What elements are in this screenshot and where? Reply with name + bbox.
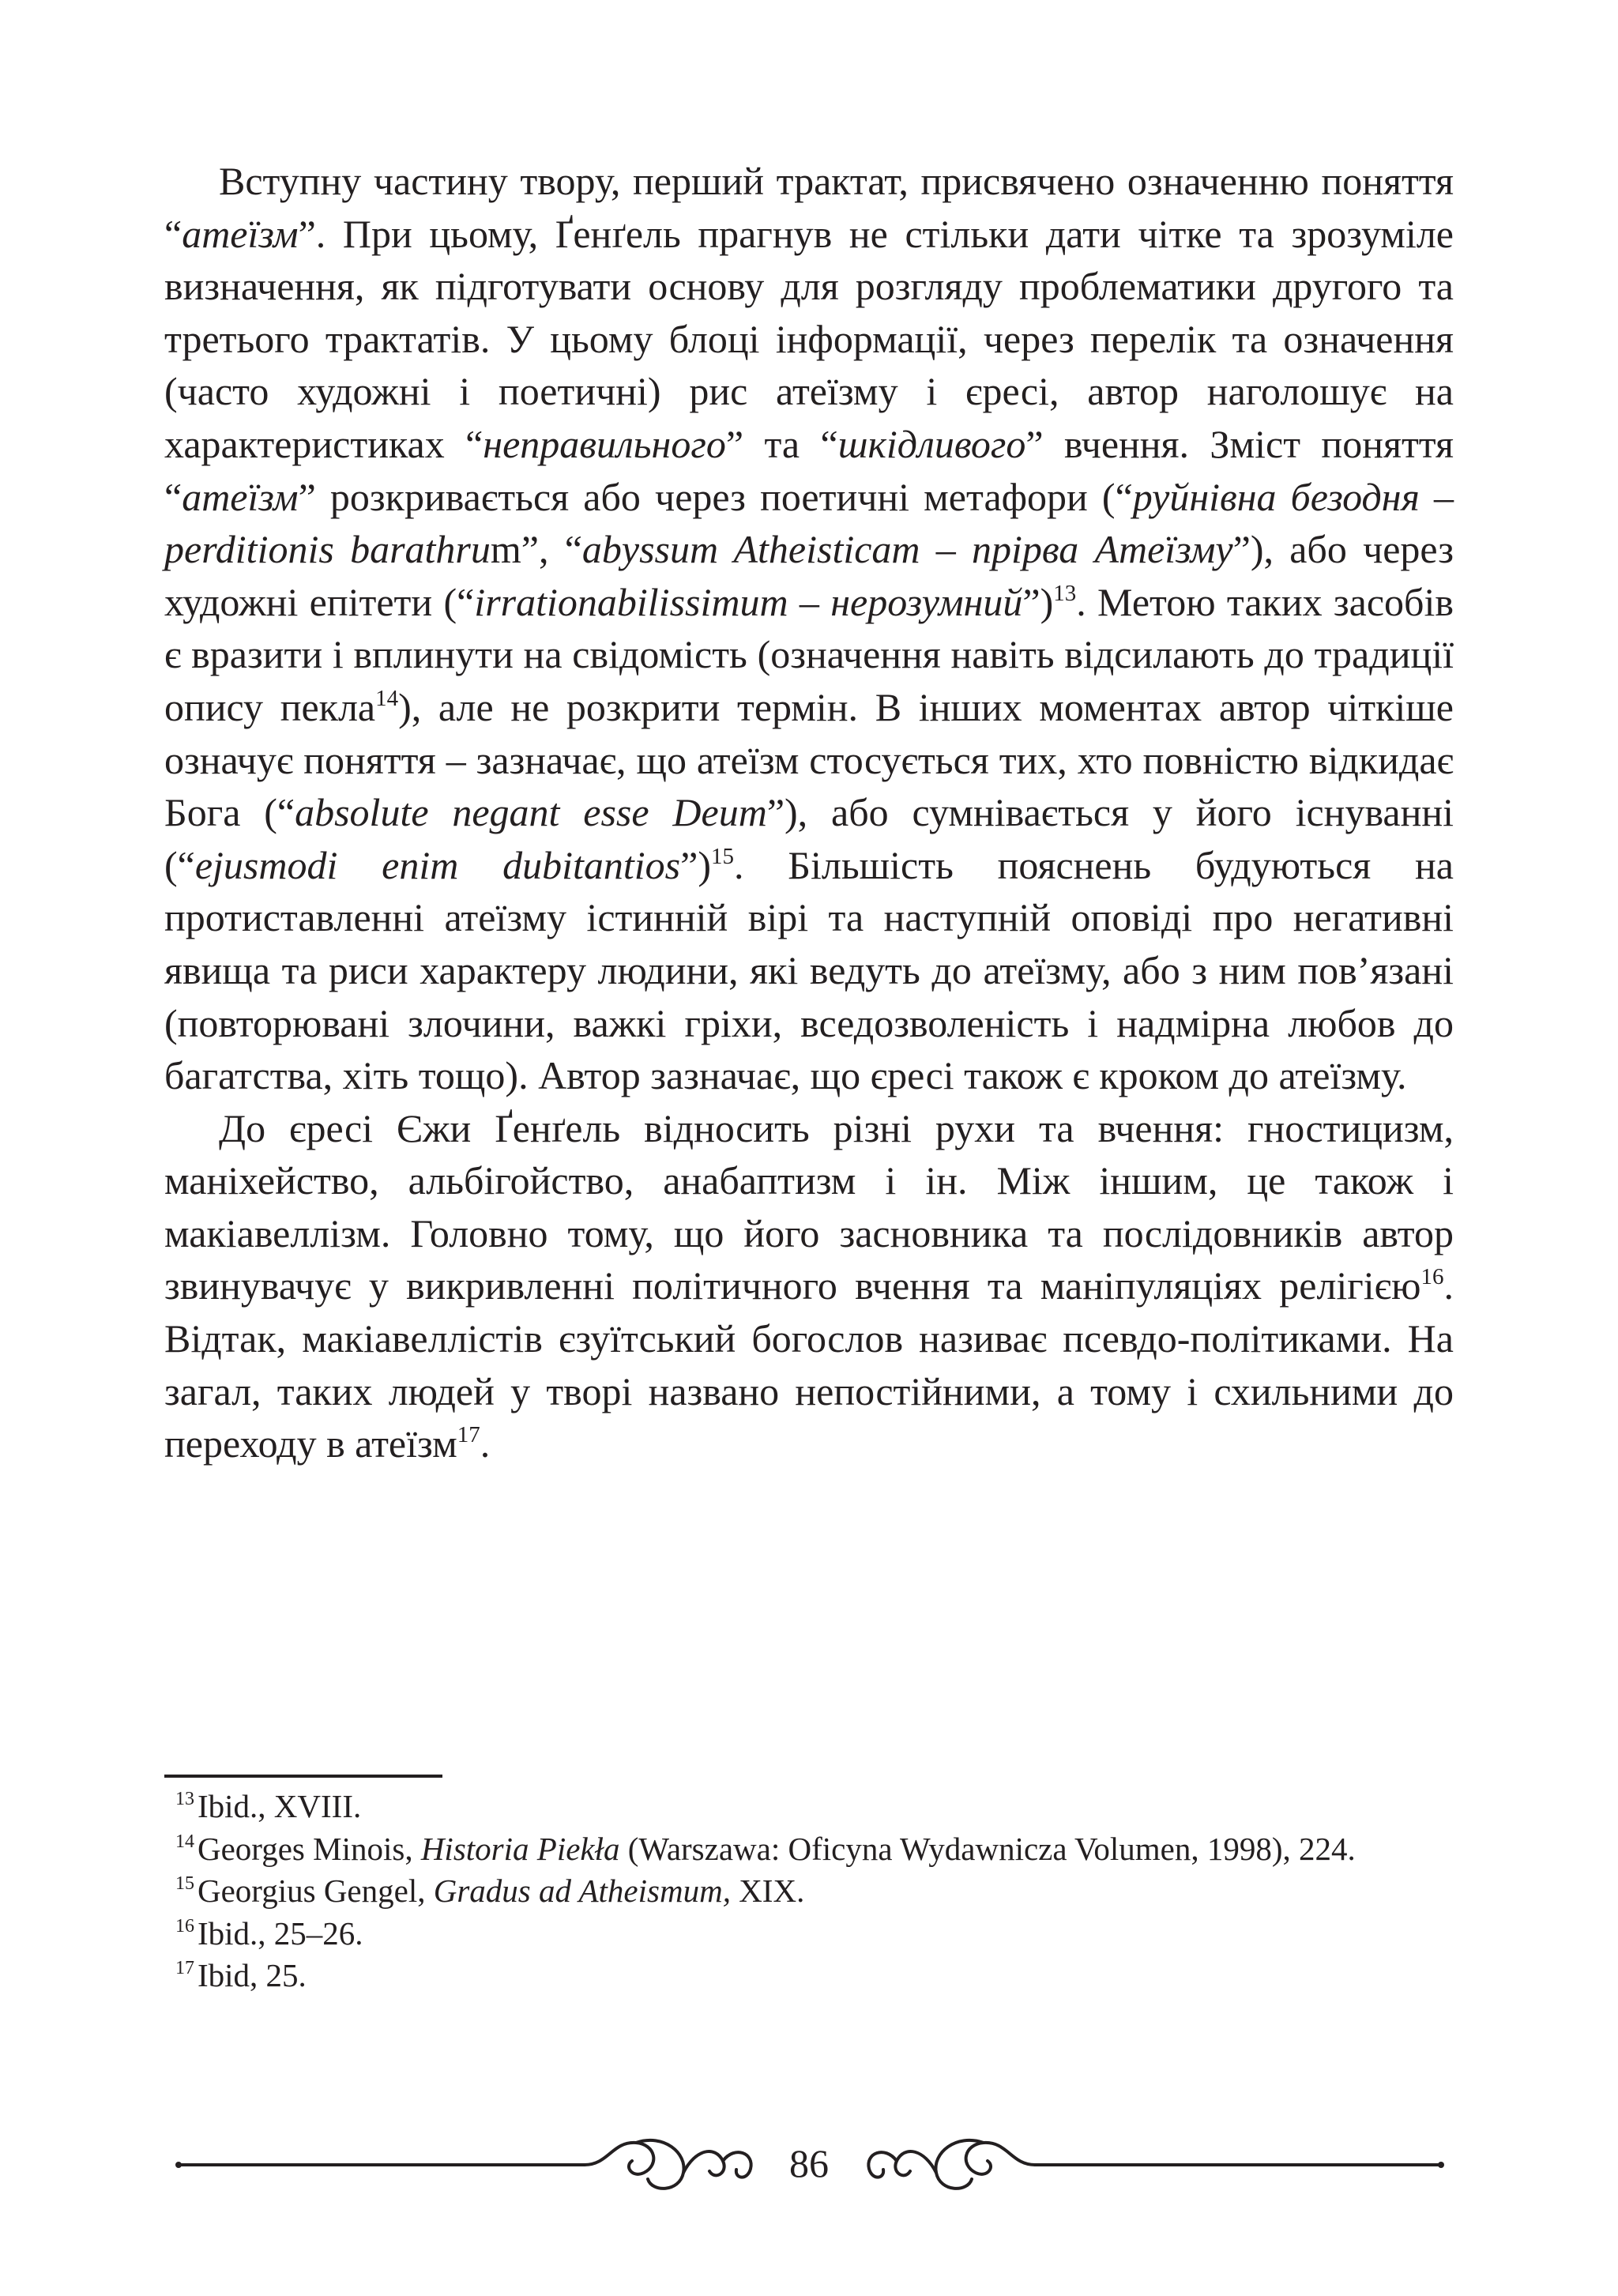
italic-term: abyssum Atheisticam – прірва Атеїзму [581,527,1233,572]
page-number: 86 [789,2141,829,2185]
italic-term: руйнівна безодня – perditionis barathru [164,474,1454,572]
italic-term: атеїзм [182,211,299,256]
footnote-17: $^{17}$Ibid, 25. [175,1957,307,1993]
italic-term: ejusmodi enim dubitantios [194,842,681,887]
scroll-flourish-icon [585,2140,751,2189]
text-span: ”) [1022,579,1054,624]
footnote-ref[interactable]: 14 [375,685,399,711]
text-span: . Метою таких засобів є вразити і вплинути на свідомість (означення навіть відсилають до традиції опису пекла [164,579,1454,729]
italic-term: неправильного [483,421,726,466]
text-span: . [480,1421,491,1466]
footnote-title: Historia Piekła [420,1830,620,1867]
text-span: Вступну частину твору, перший трактат, присвячено означенню поняття “ [164,159,1454,256]
footnote-title: Gradus ad Atheismum, [433,1873,731,1909]
footnote-text: Ibid., 25–26. [198,1914,363,1952]
text-span: До єресі Єжи Ґенґель відносить різні рухи та вчення: гностицизм, маніхейство, альбігойство, анабаптизм і ін. Між іншим, це також і макіавеллізм. Головно тому, що його засновника та послідовників автор звинувачує у викривленні політичного вчення та маніпуляціях релігією [164,1105,1454,1308]
footnote-16: $^{16}$Ibid., 25–26. [175,1914,363,1952]
footnote-text: XIX. [730,1873,805,1909]
footnote-ref[interactable]: 17 [457,1422,480,1448]
text-span: m”, “ [490,527,582,572]
text-span: . Відтак, макіавеллістів єзуїтський богослов називає псевдо-політиками. На загал, таких людей у творі названо непостійними, а тому і схильними до переходу в атеїзм [164,1263,1454,1466]
footnote-ref[interactable]: 16 [1420,1264,1444,1290]
text-span: ”), або сумнівається у його існуванні (“ [164,790,1454,887]
footnote-divider [164,1775,442,1778]
footnotes [164,1786,1454,1997]
italic-term: irrationabilissimum – нерозумний [474,579,1023,624]
paragraph-1 [164,155,1454,1102]
main-text [164,155,1454,1470]
page-footer [0,2117,1618,2204]
text-span: ), але не розкрити термін. В інших моментах автор чіткіше означує поняття – зазначає, що атеїзм стосується тих, хто повністю відкидає Бога (“ [164,684,1454,835]
text-span: ” вчення. Зміст поняття “ [164,421,1454,519]
italic-term: шкідливого [837,421,1026,466]
footnote-text: (Warszawa: Oficyna Wydawnicza Volumen, 1998), 224. [619,1830,1356,1867]
footnote-14: $^{14}$Georges Minois, Historia Piekła (Warszawa: Oficyna Wydawnicza Volumen, 1998), 224. [175,1830,1356,1867]
italic-term: absolute negant esse Deum [295,790,767,835]
footnote-text: Georges Minois, [198,1830,421,1867]
footnote-text: Ibid, 25. [198,1957,307,1993]
scroll-flourish-icon [868,2140,1035,2189]
text-span: ”. При цьому, Ґенґель прагнув не стільки дати чітке та зрозуміле визначення, як підготувати основу для розгляду проблематики другого та третього трактатів. У цьому блоці інформації, через перелік та означення (часто художні і поетичні) рис атеїзму і єресі, автор наголошує на характеристиках “ [164,211,1454,466]
footnote-13: $^{13}$Ibid., XVIII. [175,1788,362,1824]
footnote-text: Ibid., XVIII. [198,1788,362,1824]
text-span: ” та “ [725,421,838,466]
footnote-15: $^{15}$Georgius Gengel, Gradus ad Atheismum, XIX. [175,1873,805,1909]
text-span: ” розкривається або через поетичні метафори (“ [298,474,1133,519]
text-span: ”), або через художні епітети (“ [164,527,1454,624]
text-span: . Більшість пояснень будуються на протиставленні атеїзму істинній вірі та наступній оповіді про негативні явища та риси характеру людини, які ведуть до атеїзму, або з ним пов’язані (повторювані злочини, важкі гріхи, вседозволеність і надмірна любов до багатства, хіть тощо). Автор зазначає, що єресі також є кроком до атеїзму. [164,842,1454,1098]
footnote-ref[interactable]: 15 [711,843,734,869]
footnote-text: Georgius Gengel, [198,1873,434,1909]
paragraph-2 [164,1102,1454,1470]
footnote-ref[interactable]: 13 [1053,580,1077,606]
text-span: ”) [680,842,711,887]
italic-term: атеїзм [182,474,299,519]
